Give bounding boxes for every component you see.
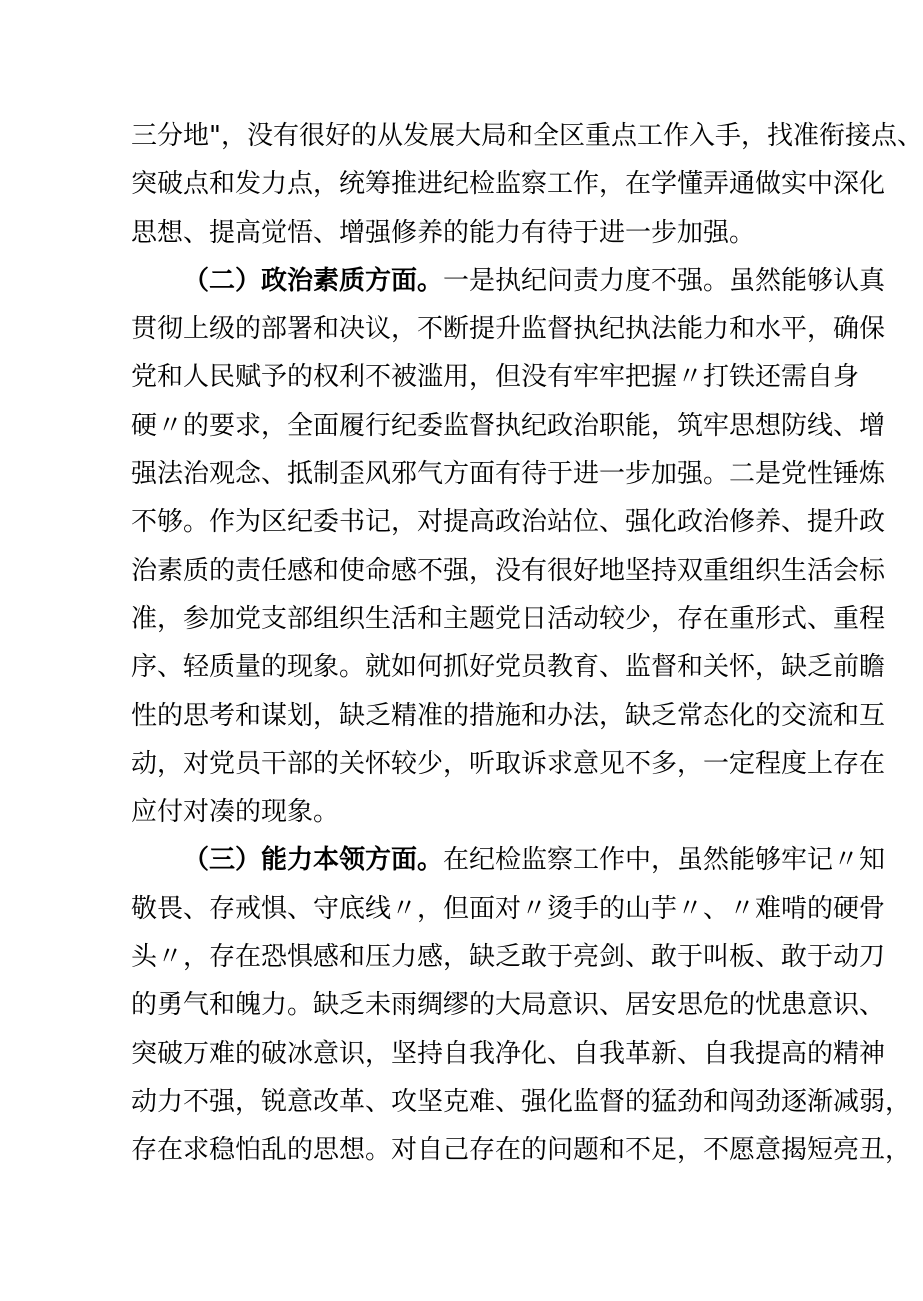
text-line: 突破万难的破冰意识，坚持自我净化、自我革新、自我提高的精神: [131, 1038, 886, 1069]
text-line: 突破点和发力点，统筹推进纪检监察工作，在学懂弄通做实中深化: [131, 169, 886, 200]
text-line: 强法治观念、抵制歪风邪气方面有待于进一步加强。二是党性锤炼: [131, 459, 886, 490]
text-line: 三分地"，没有很好的从发展大局和全区重点工作入手，找准衔接点、: [131, 121, 923, 151]
text-line: 动，对党员干部的关怀较少，听取诉求意见不多，一定程度上存在: [131, 748, 886, 779]
text-line: 动力不强，锐意改革、攻坚克难、强化监督的猛劲和闯劲逐渐减弱，: [131, 1086, 912, 1117]
section-heading: （二）政治素质方面。: [183, 265, 444, 296]
text-line: 的勇气和魄力。缺乏未雨绸缪的大局意识、居安思危的忧患意识、: [131, 990, 886, 1021]
paragraph-1: [131, 112, 923, 257]
text-span: 在纪检监察工作中，虽然能够牢记〃知: [443, 845, 886, 876]
text-span: 一是执纪问责力度不强。虽然能够认真: [443, 265, 886, 296]
section-heading: （三）能力本领方面。: [183, 845, 444, 876]
text-line: 治素质的责任感和使命感不强，没有很好地坚持双重组织生活会标: [131, 555, 886, 586]
text-line: 硬〃的要求，全面履行纪委监督执纪政治职能，筑牢思想防线、增: [131, 410, 886, 441]
document-page: [131, 112, 923, 1175]
text-line: 性的思考和谋划，缺乏精准的措施和办法，缺乏常态化的交流和互: [131, 700, 886, 731]
text-line: 敬畏、存戒惧、守底线〃，但面对〃烫手的山芋〃、〃难啃的硬骨: [131, 893, 886, 924]
text-line: 不够。作为区纪委书记，对提高政治站位、强化政治修养、提升政: [131, 507, 886, 538]
text-line: 存在求稳怕乱的思想。对自己存在的问题和不足，不愿意揭短亮丑，: [131, 1135, 912, 1166]
text-line: 应付对凑的现象。: [131, 797, 340, 828]
text-line: 头〃，存在恐惧感和压力感，缺乏敢于亮剑、敢于叫板、敢于动刀: [131, 942, 886, 973]
paragraph-2: [131, 257, 886, 837]
text-line: [131, 836, 886, 884]
text-line: 序、轻质量的现象。就如何抓好党员教育、监督和关怀，缺乏前瞻: [131, 652, 886, 683]
text-line: [131, 257, 886, 305]
text-line: 贯彻上级的部署和决议，不断提升监督执纪执法能力和水平，确保: [131, 314, 886, 345]
paragraph-3: [131, 836, 912, 1174]
text-line: 思想、提高觉悟、增强修养的能力有待于进一步加强。: [131, 217, 756, 248]
text-line: 党和人民赋予的权利不被滥用，但没有牢牢把握〃打铁还需自身: [131, 362, 860, 393]
text-line: 准，参加党支部组织生活和主题党日活动较少，存在重形式、重程: [131, 603, 886, 634]
